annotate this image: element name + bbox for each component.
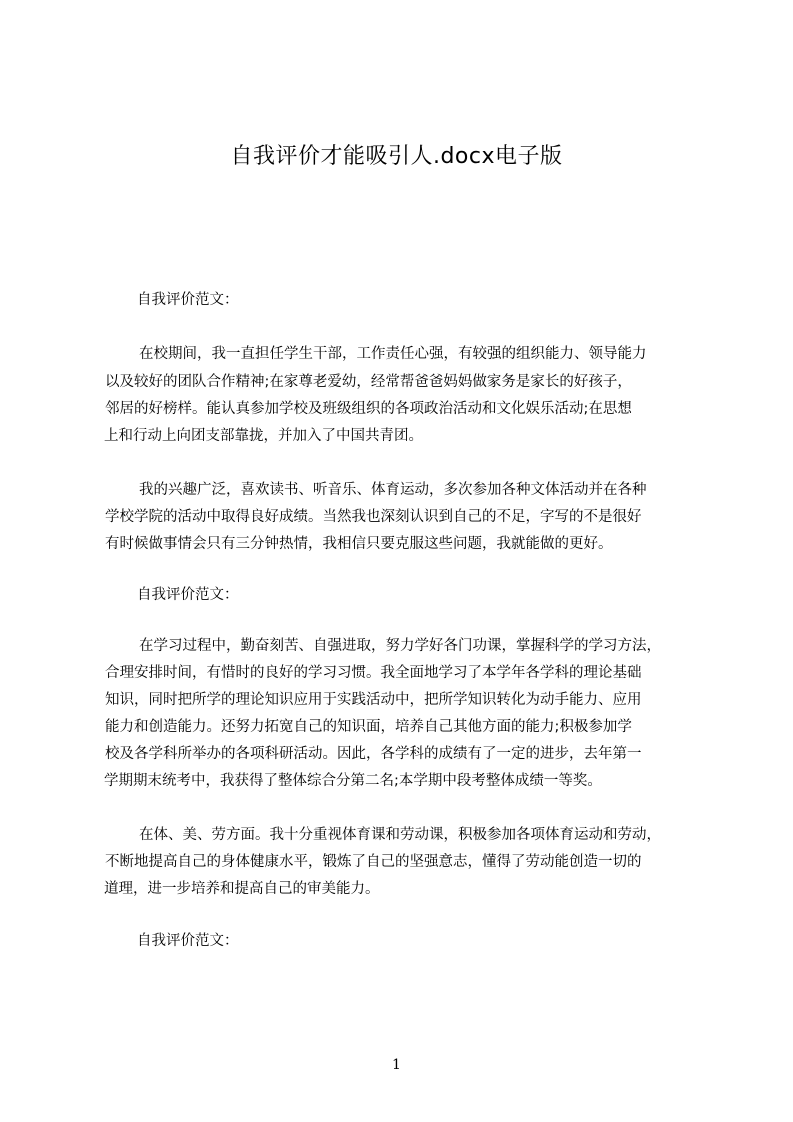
paragraph-line: 以及较好的团队合作精神;在家尊老爱幼，经常帮爸爸妈妈做家务是家长的好孩子， — [105, 374, 632, 390]
paragraph-line: 邻居的好榜样。能认真参加学校及班级组织的各项政治活动和文化娱乐活动;在思想 — [105, 401, 632, 417]
paragraph-line: 合理安排时间，有惜时的良好的学习习惯。我全面地学习了本学年各学科的理论基础 — [105, 665, 642, 681]
paragraph-line: 道理，进一步培养和提高自己的审美能力。 — [104, 881, 380, 897]
paragraph-line: 有时候做事情会只有三分钟热情，我相信只要克服这些问题，我就能做的更好。 — [105, 536, 613, 552]
section-heading: 自我评价范文： — [137, 933, 239, 949]
paragraph-line: 在学习过程中，勤奋刻苦、自强进取，努力学好各门功课，掌握科学的学习方法， — [139, 638, 661, 654]
section-heading: 自我评价范文： — [137, 587, 239, 603]
paragraph-line: 在校期间，我一直担任学生干部，工作责任心强，有较强的组织能力、领导能力 — [139, 346, 647, 362]
paragraph-line: 能力和创造能力。还努力拓宽自己的知识面，培养自己其他方面的能力;积极参加学 — [105, 719, 632, 735]
page-number: 1 — [392, 1057, 401, 1073]
paragraph-line: 知识，同时把所学的理论知识应用于实践活动中，把所学知识转化为动手能力、应用 — [105, 692, 642, 708]
paragraph-line: 不断地提高自己的身体健康水平，锻炼了自己的坚强意志，懂得了劳动能创造一切的 — [105, 854, 642, 870]
document-title: 自我评价才能吸引人.docx电子版 — [230, 144, 563, 169]
paragraph-line: 校及各学科所举办的各项科研活动。因此，各学科的成绩有了一定的进步，去年第一 — [105, 746, 642, 762]
paragraph-line: 学期期末统考中，我获得了整体综合分第二名;本学期中段考整体成绩一等奖。 — [104, 773, 602, 789]
paragraph-line: 我的兴趣广泛，喜欢读书、听音乐、体育运动，多次参加各种文体活动并在各种 — [139, 482, 647, 498]
section-heading: 自我评价范文： — [137, 292, 239, 308]
paragraph-line: 学校学院的活动中取得良好成绩。当然我也深刻认识到自己的不足，字写的不是很好 — [105, 509, 642, 525]
paragraph-line: 在体、美、劳方面。我十分重视体育课和劳动课，积极参加各项体育运动和劳动， — [139, 827, 661, 843]
paragraph-line: 上和行动上向团支部靠拢，并加入了中国共青团。 — [104, 428, 423, 444]
